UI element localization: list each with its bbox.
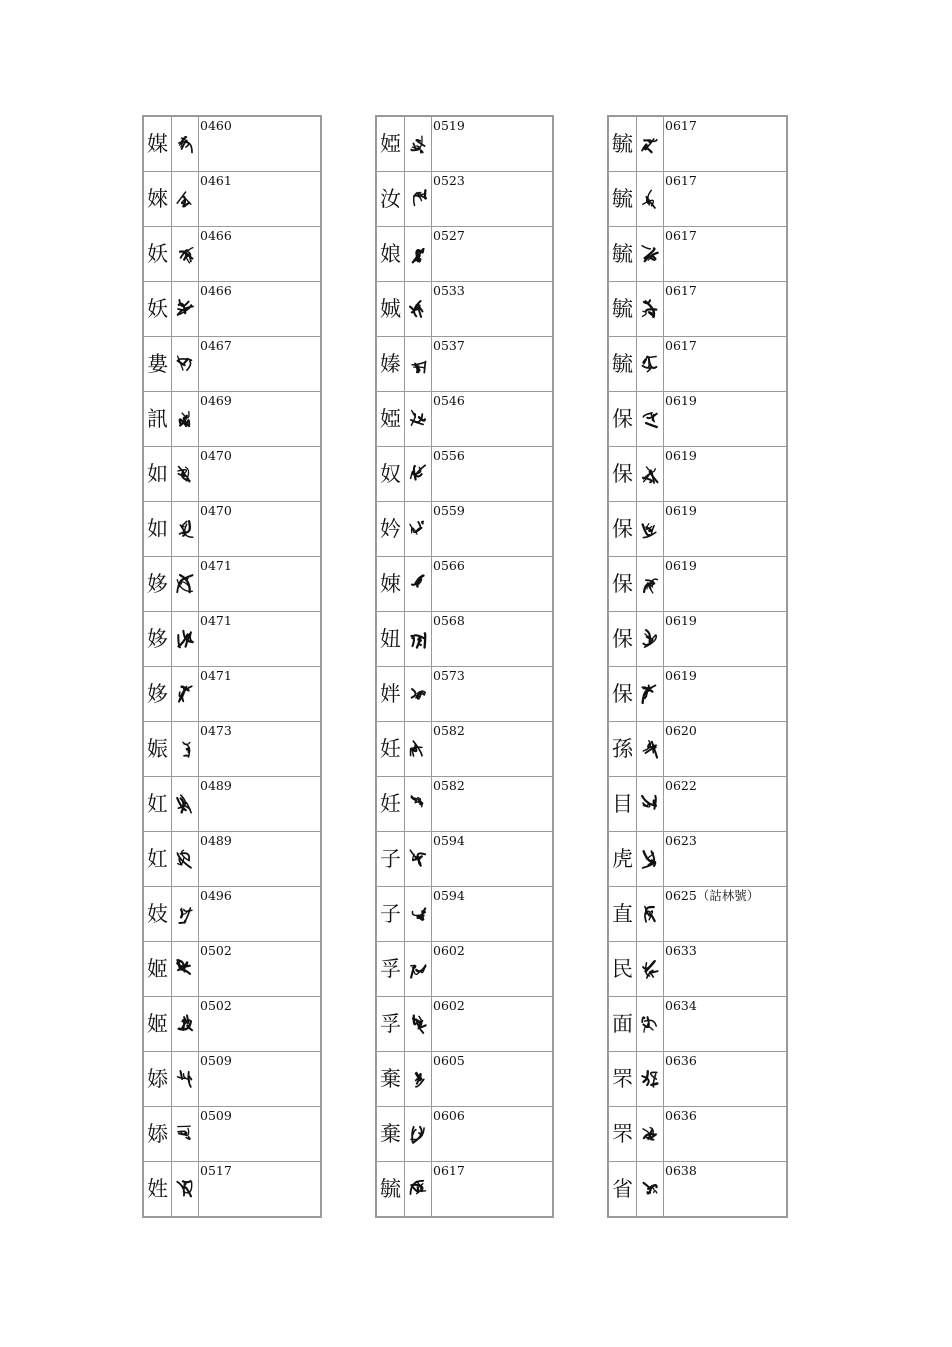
table-row <box>608 997 787 1052</box>
reference-number: 0636 <box>664 1052 788 1107</box>
oracle-bone-glyph-image <box>405 337 432 392</box>
modern-character: 孚 <box>376 997 405 1052</box>
modern-character: 保 <box>608 392 637 447</box>
oracle-bone-glyph-image <box>637 116 664 172</box>
table-row <box>143 227 321 282</box>
reference-number: 0533 <box>432 282 554 337</box>
table-row <box>376 612 553 667</box>
oracle-bone-glyph-image <box>172 502 199 557</box>
modern-character: 直 <box>608 887 637 942</box>
oracle-bone-glyph-image <box>637 832 664 887</box>
modern-character: 奴 <box>376 447 405 502</box>
table-row <box>608 1052 787 1107</box>
reference-number: 0496 <box>199 887 322 942</box>
modern-character: 汝 <box>376 172 405 227</box>
modern-character: 省 <box>608 1162 637 1218</box>
reference-number: 0620 <box>664 722 788 777</box>
oracle-bone-glyph-image <box>405 227 432 282</box>
oracle-bone-glyph-image <box>637 1162 664 1218</box>
modern-character: 婭 <box>376 392 405 447</box>
reference-number: 0568 <box>432 612 554 667</box>
modern-character: 妖 <box>143 227 172 282</box>
table-row <box>608 942 787 997</box>
modern-character: 娕 <box>376 557 405 612</box>
oracle-bone-glyph-image <box>172 667 199 722</box>
table-row <box>376 887 553 942</box>
reference-number: 0502 <box>199 997 322 1052</box>
modern-character: 妞 <box>376 612 405 667</box>
oracle-bone-glyph-image <box>405 502 432 557</box>
oracle-bone-glyph-image <box>637 447 664 502</box>
oracle-bone-glyph-image <box>405 282 432 337</box>
table-row <box>608 282 787 337</box>
oracle-bone-glyph-image <box>637 997 664 1052</box>
reference-number: 0470 <box>199 502 322 557</box>
reference-number: 0605 <box>432 1052 554 1107</box>
reference-number: 0602 <box>432 942 554 997</box>
table-row <box>376 502 553 557</box>
modern-character: 罘 <box>608 1107 637 1162</box>
reference-number: 0582 <box>432 722 554 777</box>
reference-number: 0509 <box>199 1052 322 1107</box>
reference-number: 0623 <box>664 832 788 887</box>
modern-character: 孚 <box>376 942 405 997</box>
modern-character: 棄 <box>376 1107 405 1162</box>
table-row <box>376 116 553 172</box>
reference-number: 0594 <box>432 832 554 887</box>
reference-number: 0517 <box>199 1162 322 1218</box>
reference-number: 0617 <box>664 282 788 337</box>
oracle-bone-glyph-image <box>172 1052 199 1107</box>
oracle-bone-glyph-image <box>172 722 199 777</box>
table-row <box>143 116 321 172</box>
reference-number: 0473 <box>199 722 322 777</box>
modern-character: 姓 <box>143 1162 172 1218</box>
reference-number: 0537 <box>432 337 554 392</box>
oracle-bone-glyph-image <box>637 887 664 942</box>
reference-number: 0606 <box>432 1107 554 1162</box>
table-row <box>143 447 321 502</box>
modern-character: 民 <box>608 942 637 997</box>
reference-number: 0460 <box>199 116 322 172</box>
table-row <box>143 282 321 337</box>
reference-number: 0556 <box>432 447 554 502</box>
table-row <box>376 832 553 887</box>
reference-number: 0469 <box>199 392 322 447</box>
table-row <box>608 887 787 942</box>
table-row <box>608 722 787 777</box>
table-row <box>143 1107 321 1162</box>
table-row <box>143 942 321 997</box>
modern-character: 保 <box>608 502 637 557</box>
reference-number: 0519 <box>432 116 554 172</box>
reference-number: 0622 <box>664 777 788 832</box>
reference-number: 0471 <box>199 557 322 612</box>
reference-number: 0573 <box>432 667 554 722</box>
modern-character: 如 <box>143 447 172 502</box>
oracle-bone-glyph-image <box>172 887 199 942</box>
reference-number: 0466 <box>199 282 322 337</box>
oracle-bone-glyph-image <box>637 1052 664 1107</box>
modern-character: 婖 <box>143 1052 172 1107</box>
modern-character: 訊 <box>143 392 172 447</box>
modern-character: 子 <box>376 887 405 942</box>
reference-number: 0619 <box>664 667 788 722</box>
reference-number: 0461 <box>199 172 322 227</box>
modern-character: 姼 <box>143 667 172 722</box>
oracle-bone-glyph-image <box>637 612 664 667</box>
table-row <box>143 1162 321 1218</box>
reference-number: 0523 <box>432 172 554 227</box>
modern-character: 姬 <box>143 942 172 997</box>
modern-character: 面 <box>608 997 637 1052</box>
table-row <box>376 282 553 337</box>
oracle-bone-glyph-image <box>172 942 199 997</box>
reference-number: 0617 <box>664 116 788 172</box>
modern-character: 娘 <box>376 227 405 282</box>
reference-number: 0466 <box>199 227 322 282</box>
table-row <box>143 392 321 447</box>
table-row <box>608 1162 787 1218</box>
modern-character: 毓 <box>608 337 637 392</box>
table-row <box>608 502 787 557</box>
table-row <box>143 557 321 612</box>
reference-number: 0619 <box>664 447 788 502</box>
modern-character: 毓 <box>608 282 637 337</box>
modern-character: 妓 <box>143 887 172 942</box>
modern-character: 子 <box>376 832 405 887</box>
modern-character: 保 <box>608 557 637 612</box>
modern-character: 罘 <box>608 1052 637 1107</box>
reference-number: 0471 <box>199 667 322 722</box>
table-row <box>608 172 787 227</box>
modern-character: 毓 <box>608 116 637 172</box>
oracle-bone-glyph-image <box>405 832 432 887</box>
modern-character: 姼 <box>143 612 172 667</box>
modern-character: 毓 <box>608 227 637 282</box>
oracle-bone-glyph-image <box>637 502 664 557</box>
oracle-bone-glyph-image <box>637 227 664 282</box>
modern-character: 娍 <box>376 282 405 337</box>
modern-character: 妖 <box>143 282 172 337</box>
reference-number: 0634 <box>664 997 788 1052</box>
modern-character: 毓 <box>608 172 637 227</box>
table-row <box>608 227 787 282</box>
table-row <box>376 1052 553 1107</box>
oracle-bone-glyph-image <box>172 1162 199 1218</box>
modern-character: 孫 <box>608 722 637 777</box>
oracle-bone-glyph-image <box>405 667 432 722</box>
table-row <box>376 777 553 832</box>
oracle-bone-glyph-image <box>637 172 664 227</box>
table-row <box>376 337 553 392</box>
table-row <box>608 557 787 612</box>
table-row <box>608 392 787 447</box>
table-row <box>376 942 553 997</box>
oracle-bone-glyph-image <box>172 777 199 832</box>
table-row <box>376 1107 553 1162</box>
table-row <box>608 777 787 832</box>
oracle-bone-glyph-image <box>405 997 432 1052</box>
table-row <box>608 832 787 887</box>
reference-number: 0619 <box>664 612 788 667</box>
oracle-bone-glyph-image <box>172 282 199 337</box>
table-row <box>143 997 321 1052</box>
modern-character: 妊 <box>376 777 405 832</box>
modern-character: 姬 <box>143 997 172 1052</box>
table-row <box>143 502 321 557</box>
modern-character: 毓 <box>376 1162 405 1218</box>
table-row <box>143 337 321 392</box>
modern-character: 婡 <box>143 172 172 227</box>
reference-number: 0619 <box>664 557 788 612</box>
oracle-bone-glyph-image <box>637 942 664 997</box>
oracle-bone-glyph-image <box>405 612 432 667</box>
oracle-bone-glyph-image <box>637 337 664 392</box>
table-row <box>143 887 321 942</box>
table-row <box>608 337 787 392</box>
oracle-bone-glyph-image <box>405 1107 432 1162</box>
reference-number: 0509 <box>199 1107 322 1162</box>
reference-number: 0636 <box>664 1107 788 1162</box>
reference-number: 0502 <box>199 942 322 997</box>
oracle-bone-glyph-image <box>405 942 432 997</box>
modern-character: 虎 <box>608 832 637 887</box>
modern-character: 目 <box>608 777 637 832</box>
modern-character: 嫀 <box>376 337 405 392</box>
oracle-bone-glyph-image <box>172 116 199 172</box>
table-row <box>608 1107 787 1162</box>
table-row <box>376 172 553 227</box>
oracle-bone-glyph-image <box>405 557 432 612</box>
reference-number: 0594 <box>432 887 554 942</box>
table-row <box>143 832 321 887</box>
oracle-bone-glyph-image <box>405 392 432 447</box>
table-row <box>608 447 787 502</box>
table-row <box>376 997 553 1052</box>
table-row <box>376 1162 553 1218</box>
oracle-bone-glyph-image <box>172 612 199 667</box>
table-row <box>376 227 553 282</box>
modern-character: 如 <box>143 502 172 557</box>
oracle-bone-glyph-image <box>405 1162 432 1218</box>
reference-number: 0625（詁林號） <box>664 887 788 942</box>
oracle-bone-glyph-image <box>172 392 199 447</box>
reference-number: 0638 <box>664 1162 788 1218</box>
table-row <box>143 1052 321 1107</box>
table-row <box>376 722 553 777</box>
reference-number: 0467 <box>199 337 322 392</box>
modern-character: 保 <box>608 667 637 722</box>
glyph-table-column-1 <box>142 115 322 1218</box>
modern-character: 婁 <box>143 337 172 392</box>
modern-character: 保 <box>608 447 637 502</box>
oracle-bone-glyph-image <box>172 227 199 282</box>
oracle-bone-glyph-image <box>405 447 432 502</box>
modern-character: 婖 <box>143 1107 172 1162</box>
modern-character: 妅 <box>143 832 172 887</box>
reference-number: 0527 <box>432 227 554 282</box>
modern-character: 娠 <box>143 722 172 777</box>
oracle-bone-glyph-image <box>405 722 432 777</box>
reference-number: 0619 <box>664 392 788 447</box>
oracle-bone-glyph-image <box>405 172 432 227</box>
reference-number: 0602 <box>432 997 554 1052</box>
oracle-bone-glyph-image <box>405 1052 432 1107</box>
table-row <box>608 116 787 172</box>
modern-character: 妊 <box>376 722 405 777</box>
oracle-bone-glyph-image <box>172 832 199 887</box>
oracle-bone-glyph-image <box>637 557 664 612</box>
reference-number: 0617 <box>664 172 788 227</box>
table-row <box>376 392 553 447</box>
oracle-bone-glyph-image <box>405 116 432 172</box>
oracle-bone-glyph-image <box>172 557 199 612</box>
table-row <box>143 172 321 227</box>
oracle-bone-glyph-image <box>637 667 664 722</box>
reference-number: 0566 <box>432 557 554 612</box>
modern-character: 婭 <box>376 116 405 172</box>
table-row <box>143 612 321 667</box>
table-row <box>376 447 553 502</box>
glyph-table-column-3 <box>607 115 788 1218</box>
oracle-bone-glyph-image <box>405 887 432 942</box>
reference-number: 0489 <box>199 777 322 832</box>
oracle-bone-glyph-image <box>637 722 664 777</box>
reference-number: 0546 <box>432 392 554 447</box>
oracle-bone-glyph-image <box>172 172 199 227</box>
table-row <box>376 557 553 612</box>
reference-number: 0617 <box>664 227 788 282</box>
reference-number: 0617 <box>664 337 788 392</box>
oracle-bone-glyph-image <box>637 777 664 832</box>
oracle-bone-glyph-image <box>637 282 664 337</box>
table-row <box>376 667 553 722</box>
oracle-bone-glyph-image <box>172 1107 199 1162</box>
oracle-bone-glyph-image <box>172 447 199 502</box>
glyph-table-column-2 <box>375 115 554 1218</box>
reference-number: 0471 <box>199 612 322 667</box>
oracle-bone-glyph-image <box>172 997 199 1052</box>
oracle-bone-glyph-image <box>172 337 199 392</box>
reference-number: 0559 <box>432 502 554 557</box>
reference-number: 0582 <box>432 777 554 832</box>
table-row <box>143 667 321 722</box>
reference-number: 0617 <box>432 1162 554 1218</box>
modern-character: 妗 <box>376 502 405 557</box>
table-row <box>608 612 787 667</box>
oracle-bone-glyph-image <box>637 1107 664 1162</box>
reference-number: 0489 <box>199 832 322 887</box>
modern-character: 姅 <box>376 667 405 722</box>
modern-character: 棄 <box>376 1052 405 1107</box>
table-row <box>608 667 787 722</box>
oracle-bone-glyph-image <box>637 392 664 447</box>
reference-number: 0633 <box>664 942 788 997</box>
modern-character: 保 <box>608 612 637 667</box>
modern-character: 媒 <box>143 116 172 172</box>
table-row <box>143 722 321 777</box>
modern-character: 妅 <box>143 777 172 832</box>
oracle-bone-glyph-image <box>405 777 432 832</box>
modern-character: 姼 <box>143 557 172 612</box>
reference-number: 0470 <box>199 447 322 502</box>
table-row <box>143 777 321 832</box>
reference-number: 0619 <box>664 502 788 557</box>
